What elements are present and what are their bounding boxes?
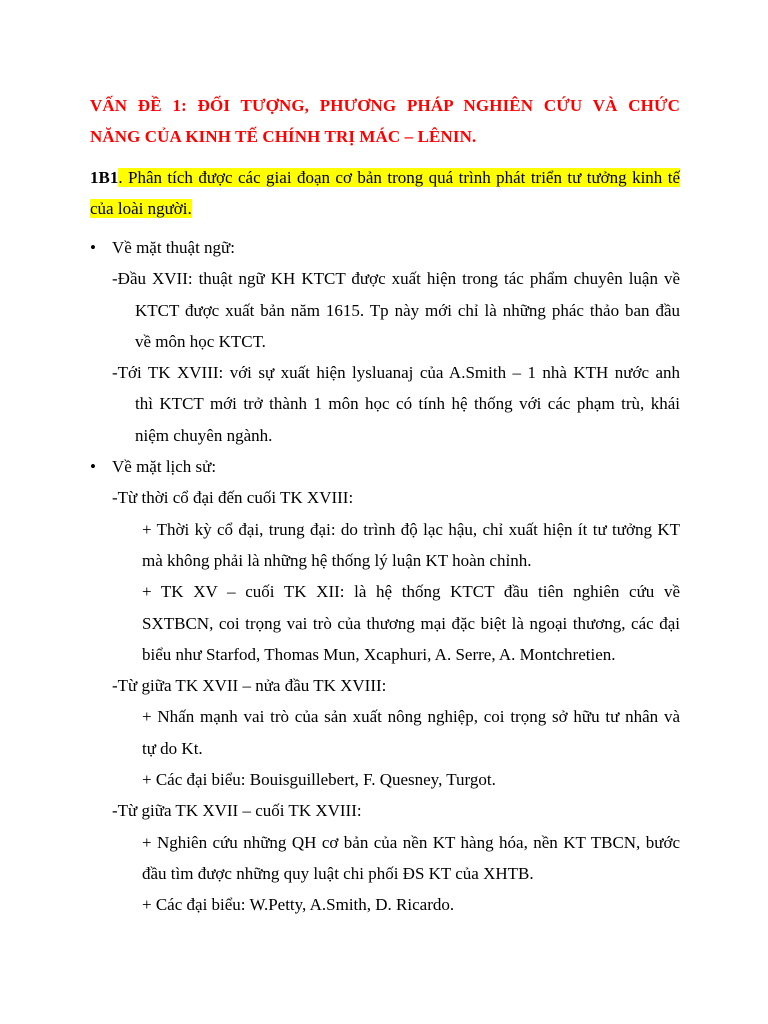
item-line: -Tới TK XVIII: với sự xuất hiện lysluanaj của A.Smith – 1 nhà KTH nước anh: [112, 363, 680, 383]
sub-item-line: đầu tìm được những quy luật chi phối ĐS KT của XHTB.: [142, 863, 534, 883]
period-heading-text: -Từ giữa TK XVII – cuối TK XVIII:: [112, 801, 362, 821]
bullet-terminology: [90, 232, 680, 263]
list-item: [90, 263, 680, 357]
bullet-history: [90, 451, 680, 482]
period-heading-text: -Từ giữa TK XVII – nửa đầu TK XVIII:: [112, 676, 387, 696]
period-heading: [90, 670, 680, 701]
item-line: về môn học KTCT.: [135, 331, 266, 351]
sub-item-line: + Các đại biểu: W.Petty, A.Smith, D. Ricardo.: [142, 895, 455, 915]
document-title: [90, 90, 680, 152]
bullet-dot: •: [90, 457, 96, 477]
list-item: [90, 357, 680, 451]
sub-item-line: mà không phải là những hệ thống lý luận KT hoàn chỉnh.: [142, 550, 532, 570]
sub-item: [90, 576, 680, 670]
item-line: -Đầu XVII: thuật ngữ KH KTCT được xuất hiện trong tác phẩm chuyên luận về: [112, 269, 680, 289]
period-heading: [90, 482, 680, 513]
sub-item-line: SXTBCN, coi trọng vai trò của thương mại đặc biệt là ngoại thương, các đại: [142, 613, 680, 633]
sub-item-line: + Nghiên cứu những QH cơ bản của nền KT hàng hóa, nền KT TBCN, bước: [142, 832, 680, 852]
sub-item: [90, 827, 680, 890]
bullet-label: Về mặt thuật ngữ:: [112, 238, 235, 257]
section-text-1: . Phân tích được các giai đoạn cơ bản trong quá trình phát triển tư tưởng kinh tế: [118, 168, 680, 187]
bullet-label: Về mặt lịch sử:: [112, 457, 217, 477]
title-line-2: NĂNG CỦA KINH TẾ CHÍNH TRỊ MÁC – LÊNIN.: [90, 127, 477, 146]
sub-item-line: + Các đại biểu: Bouisguillebert, F. Quesney, Turgot.: [142, 770, 496, 790]
sub-item: [90, 701, 680, 764]
sub-item: [90, 514, 680, 577]
section-heading: [90, 162, 680, 224]
sub-item-line: + TK XV – cuối TK XII: là hệ thống KTCT đầu tiên nghiên cứu về: [142, 582, 680, 602]
section-text-2: của loài người.: [90, 199, 192, 218]
sub-item: [90, 764, 680, 795]
document-body: [90, 232, 680, 921]
sub-item-line: tự do Kt.: [142, 738, 203, 758]
sub-item: [90, 889, 680, 920]
period-heading: [90, 795, 680, 826]
item-line: KTCT được xuất bản năm 1615. Tp này mới chỉ là những phác thảo ban đầu: [135, 300, 680, 320]
section-heading-line-2: [90, 193, 680, 224]
sub-item-line: biểu như Starfod, Thomas Mun, Xcaphuri, A. Serre, A. Montchretien.: [142, 644, 616, 664]
title-line-1: VẤN ĐỀ 1: ĐỐI TƯỢNG, PHƯƠNG PHÁP NGHIÊN CỨU VÀ CHỨC: [90, 96, 680, 115]
sub-item-line: + Thời kỳ cổ đại, trung đại: do trình độ lạc hậu, chỉ xuất hiện ít tư tưởng KT: [142, 519, 680, 539]
item-line: thì KTCT mới trở thành 1 môn học có tính hệ thống với các phạm trù, khái: [135, 394, 680, 414]
sub-item-line: + Nhấn mạnh vai trò của sản xuất nông nghiệp, coi trọng sở hữu tư nhân và: [142, 707, 680, 727]
bullet-dot: •: [90, 238, 96, 257]
item-line: niệm chuyên ngành.: [135, 425, 273, 445]
section-code: 1B1: [90, 168, 119, 187]
period-heading-text: -Từ thời cổ đại đến cuối TK XVIII:: [112, 488, 354, 508]
section-heading-line-1: [90, 162, 680, 193]
